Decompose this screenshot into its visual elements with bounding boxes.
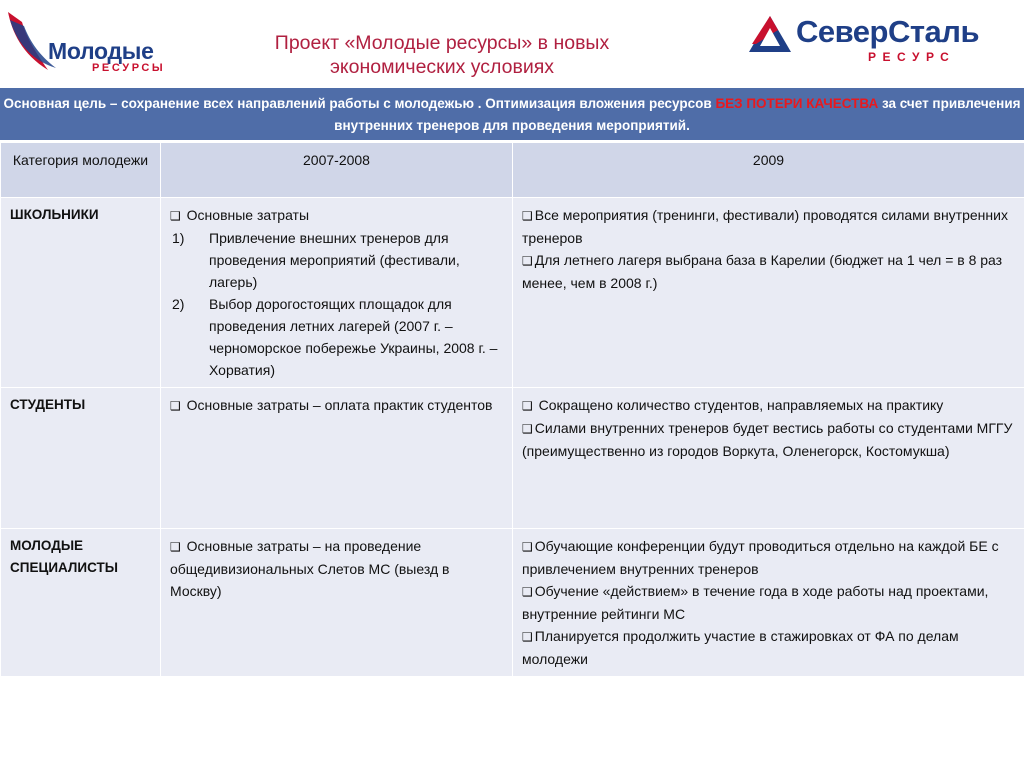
list-item	[522, 204, 1015, 249]
goal-banner	[0, 88, 1024, 140]
header-2007-2008: 2007-2008	[161, 143, 513, 198]
checkbox-bullet-icon: ❑	[170, 209, 181, 223]
cell-2009	[513, 529, 1024, 677]
logo-left-subtext: РЕСУРСЫ	[92, 62, 166, 74]
header-category: Категория молодежи	[1, 143, 161, 198]
logo-right-subtext: РЕСУРС	[868, 50, 956, 64]
list-item	[170, 227, 503, 293]
title-line-2: экономических условиях	[329, 56, 555, 78]
checkbox-bullet-icon: ❑	[522, 254, 533, 268]
list-item	[522, 394, 1015, 417]
checkbox-bullet-icon: ❑	[522, 422, 533, 436]
list-item	[170, 535, 503, 602]
item-number: 2)	[172, 296, 185, 312]
checkbox-bullet-icon: ❑	[522, 630, 533, 644]
checkbox-bullet-icon: ❑	[170, 399, 181, 413]
item-text: Выбор дорогостоящих площадок для проведения летних лагерей (2007 г. – черноморское побережье Украины, 2008 г. – Хорватия)	[209, 296, 498, 378]
cell-text: Основные затраты – оплата практик студентов	[186, 397, 493, 413]
item-number: 1)	[172, 230, 185, 246]
cell-2007-2008	[161, 388, 513, 529]
table-row	[1, 388, 1024, 529]
cell-text: Обучающие конференции будут проводиться отдельно на каждой БЕ с привлечением внутренних тренеров	[522, 538, 999, 577]
category-cell: МОЛОДЫЕ СПЕЦИАЛИСТЫ	[1, 529, 161, 677]
banner-text-part1: Основная цель – сохранение всех направлений работы с молодежью . Оптимизация вложения ресурсов	[3, 96, 716, 111]
list-item	[522, 417, 1015, 462]
cell-2009	[513, 198, 1024, 388]
molodye-resursy-logo	[4, 10, 182, 76]
header-2009: 2009	[513, 143, 1024, 198]
list-item	[170, 293, 503, 381]
cell-2007-2008	[161, 529, 513, 677]
logo-right-text: СеверСталь	[796, 14, 980, 49]
cell-2007-2008	[161, 198, 513, 388]
category-cell: ШКОЛЬНИКИ	[1, 198, 161, 388]
numbered-list	[170, 227, 503, 381]
cell-text: Обучение «действием» в течение года в ходе работы над проектами, внутренние рейтинги МС	[522, 583, 989, 622]
checkbox-bullet-icon: ❑	[522, 585, 533, 599]
cell-text: Основные затраты	[186, 207, 310, 223]
banner-text-part2: за счет привлечения внутренних тренеров для проведения мероприятий.	[334, 96, 1021, 133]
table-row	[1, 198, 1024, 388]
table-header-row	[1, 143, 1024, 198]
checkbox-bullet-icon: ❑	[522, 399, 533, 413]
triangle-logo-icon	[748, 14, 792, 54]
list-item	[522, 580, 1015, 625]
comparison-table	[0, 142, 1024, 677]
checkbox-bullet-icon: ❑	[522, 209, 533, 223]
checkbox-bullet-icon: ❑	[170, 540, 181, 554]
cell-text: Основные затраты – на проведение общедивизиональных Слетов МС (выезд в Москву)	[170, 538, 450, 599]
title-line-1: Проект «Молодые ресурсы» в новых	[274, 32, 610, 54]
list-item	[522, 625, 1015, 670]
list-item	[522, 249, 1015, 294]
cell-text: Силами внутренних тренеров будет вестись работы со студентами МГГУ (преимущественно из городов Воркута, Оленегорск, Костомукша)	[522, 420, 1013, 459]
cell-text: Сокращено количество студентов, направляемых на практику	[538, 397, 944, 413]
cell-2009	[513, 388, 1024, 529]
category-cell: СТУДЕНТЫ	[1, 388, 161, 529]
severstal-logo	[748, 10, 1008, 70]
item-text: Привлечение внешних тренеров для проведения мероприятий (фестивали, лагерь)	[209, 230, 460, 290]
banner-highlight: БЕЗ ПОТЕРИ КАЧЕСТВА	[715, 96, 879, 111]
list-item	[170, 394, 503, 417]
page-title	[212, 31, 672, 79]
table-row	[1, 529, 1024, 677]
logo-left-text: Молодые	[48, 38, 154, 64]
cell-text: Для летнего лагеря выбрана база в Карелии (бюджет на 1 чел = в 8 раз менее, чем в 2008 г.)	[522, 252, 1003, 291]
cell-text: Планируется продолжить участие в стажировках от ФА по делам молодежи	[522, 628, 959, 667]
checkbox-bullet-icon: ❑	[522, 540, 533, 554]
list-item	[522, 535, 1015, 580]
list-item	[170, 204, 503, 227]
cell-text: Все мероприятия (тренинги, фестивали) проводятся силами внутренних тренеров	[522, 207, 1008, 246]
